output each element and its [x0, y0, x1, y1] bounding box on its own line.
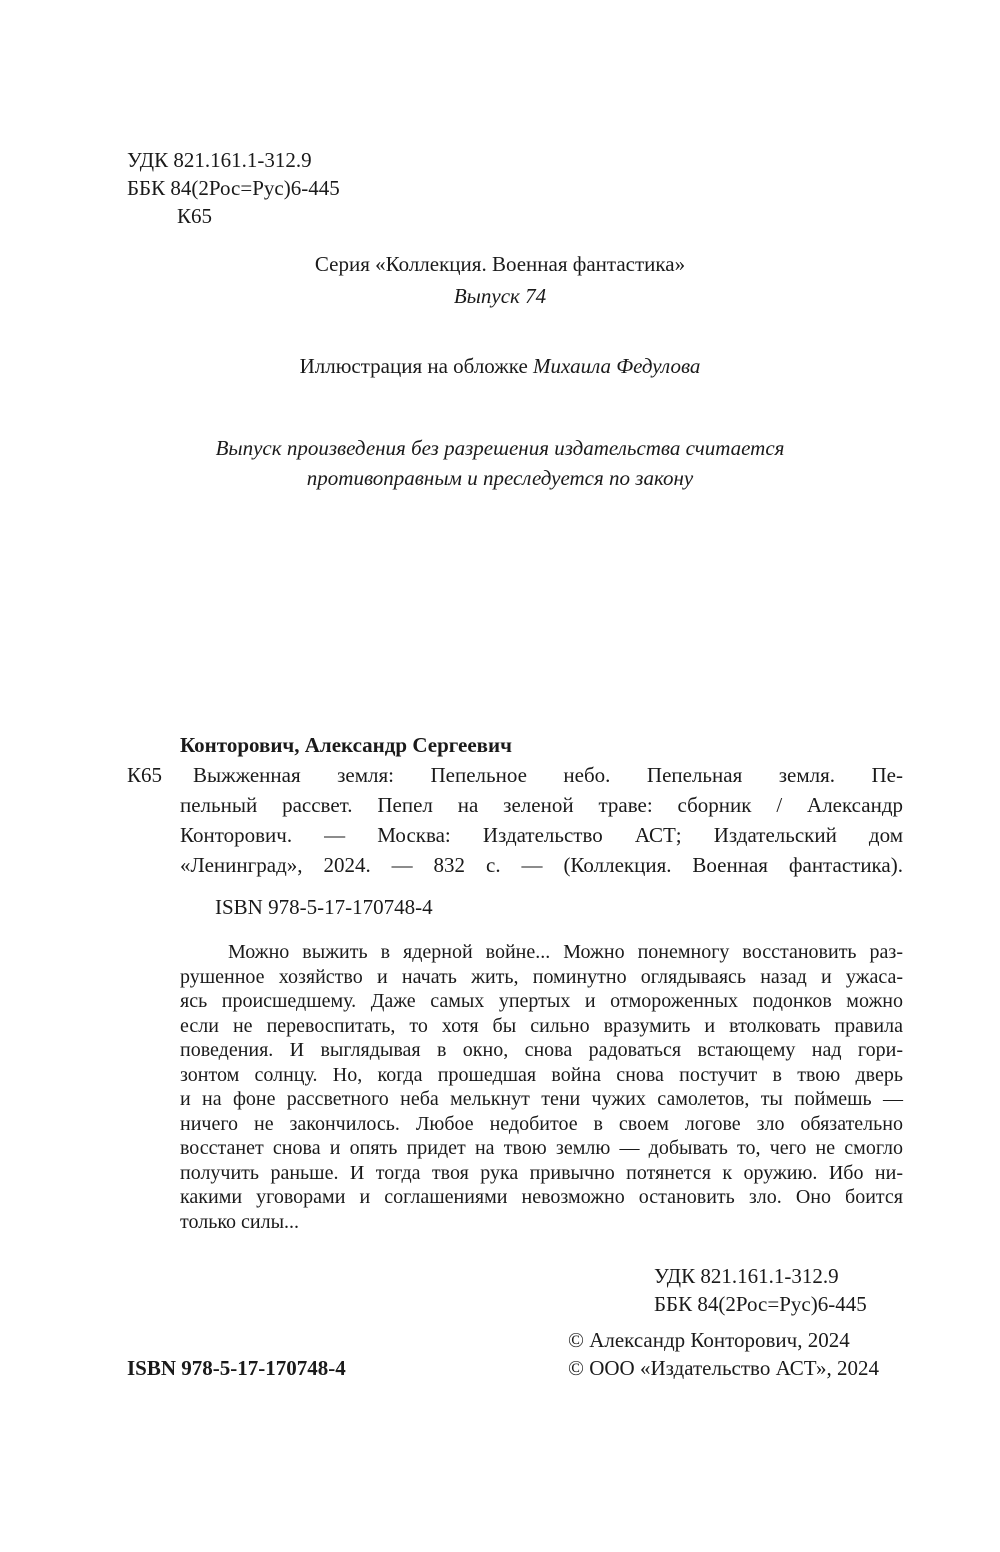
illustration-artist: Михаила Федулова [533, 354, 701, 378]
series-info [0, 248, 1000, 312]
copyright-warning [0, 433, 1000, 493]
footer-isbn: ISBN 978-5-17-170748-4 [127, 1356, 346, 1380]
abstract-line: если не перевоспитать, то хотя бы сильно вразумить и втолковать правила [180, 1014, 903, 1037]
udk-code: УДК 821.161.1-312.9 [127, 148, 312, 172]
abstract-line: зонтом солнцу. Но, когда прошедшая война снова постучит в твою дверь [180, 1063, 903, 1086]
warning-line: Выпуск произведения без разрешения издательства считается [215, 436, 785, 460]
author-heading: Конторович, Александр Сергеевич [180, 733, 512, 757]
bbk-code: ББК 84(2Рос=Рус)6-445 [127, 176, 340, 200]
bibliographic-description [180, 760, 903, 880]
abstract-line: ничего не закончилось. Любое недобитое в своем логове зло обязательно [180, 1112, 903, 1135]
top-classification-codes [127, 146, 340, 230]
abstract-line: и на фоне рассветного неба мелькнут тени чужих самолетов, ты поймешь — [180, 1088, 903, 1110]
isbn-line: ISBN 978-5-17-170748-4 [215, 895, 433, 919]
illustration-credit [0, 352, 1000, 380]
series-title: Серия «Коллекция. Военная фантастика» [314, 252, 686, 276]
copyright-publisher: © ООО «Издательство АСТ», 2024 [568, 1356, 879, 1380]
bibliography-mark: К65 [127, 763, 163, 787]
illustration-label: Иллюстрация на обложке [299, 354, 534, 378]
abstract-line: получить раньше. И тогда твоя рука привычно потянется к оружию. Ибо ни- [180, 1161, 903, 1184]
author-mark: К65 [177, 204, 213, 228]
abstract-line: какими уговорами и соглашениями невозможно остановить зло. Оно боится [180, 1186, 903, 1208]
abstract-line: рушенное хозяйство и начать жить, поминутно оглядываясь назад и ужаса- [180, 965, 903, 988]
abstract-line: ясь происшедшему. Даже самых упертых и отмороженных подонков можно [180, 990, 903, 1012]
bib-line: Конторович. — Москва: Издательство АСТ; Издательский дом [180, 823, 903, 847]
abstract-line: только силы... [180, 1210, 300, 1233]
bib-line: «Ленинград», 2024. — 832 с. — (Коллекция. Военная фантастика). [180, 853, 903, 877]
bottom-classification-codes [654, 1262, 867, 1318]
bbk-code: ББК 84(2Рос=Рус)6-445 [654, 1292, 867, 1316]
abstract-line: восстанет снова и опять придет на твою землю — добывать то, чего не смогло [180, 1137, 903, 1159]
abstract-line: поведения. И выглядывая в окно, снова радоваться встающему над гори- [180, 1039, 903, 1061]
series-issue: Выпуск 74 [453, 284, 547, 308]
abstract [180, 940, 903, 1234]
bib-line: пельный рассвет. Пепел на зеленой траве: сборник / Александр [180, 793, 903, 817]
bib-line: Выжженная земля: Пепельное небо. Пепельная земля. Пе- [193, 763, 903, 787]
udk-code: УДК 821.161.1-312.9 [654, 1264, 839, 1288]
copyright-author: © Александр Конторович, 2024 [568, 1328, 850, 1352]
abstract-line: Можно выжить в ядерной войне... Можно понемногу восстановить раз- [228, 941, 903, 963]
warning-line: противоправным и преследуется по закону [306, 466, 694, 490]
copyright-notices [568, 1326, 879, 1382]
